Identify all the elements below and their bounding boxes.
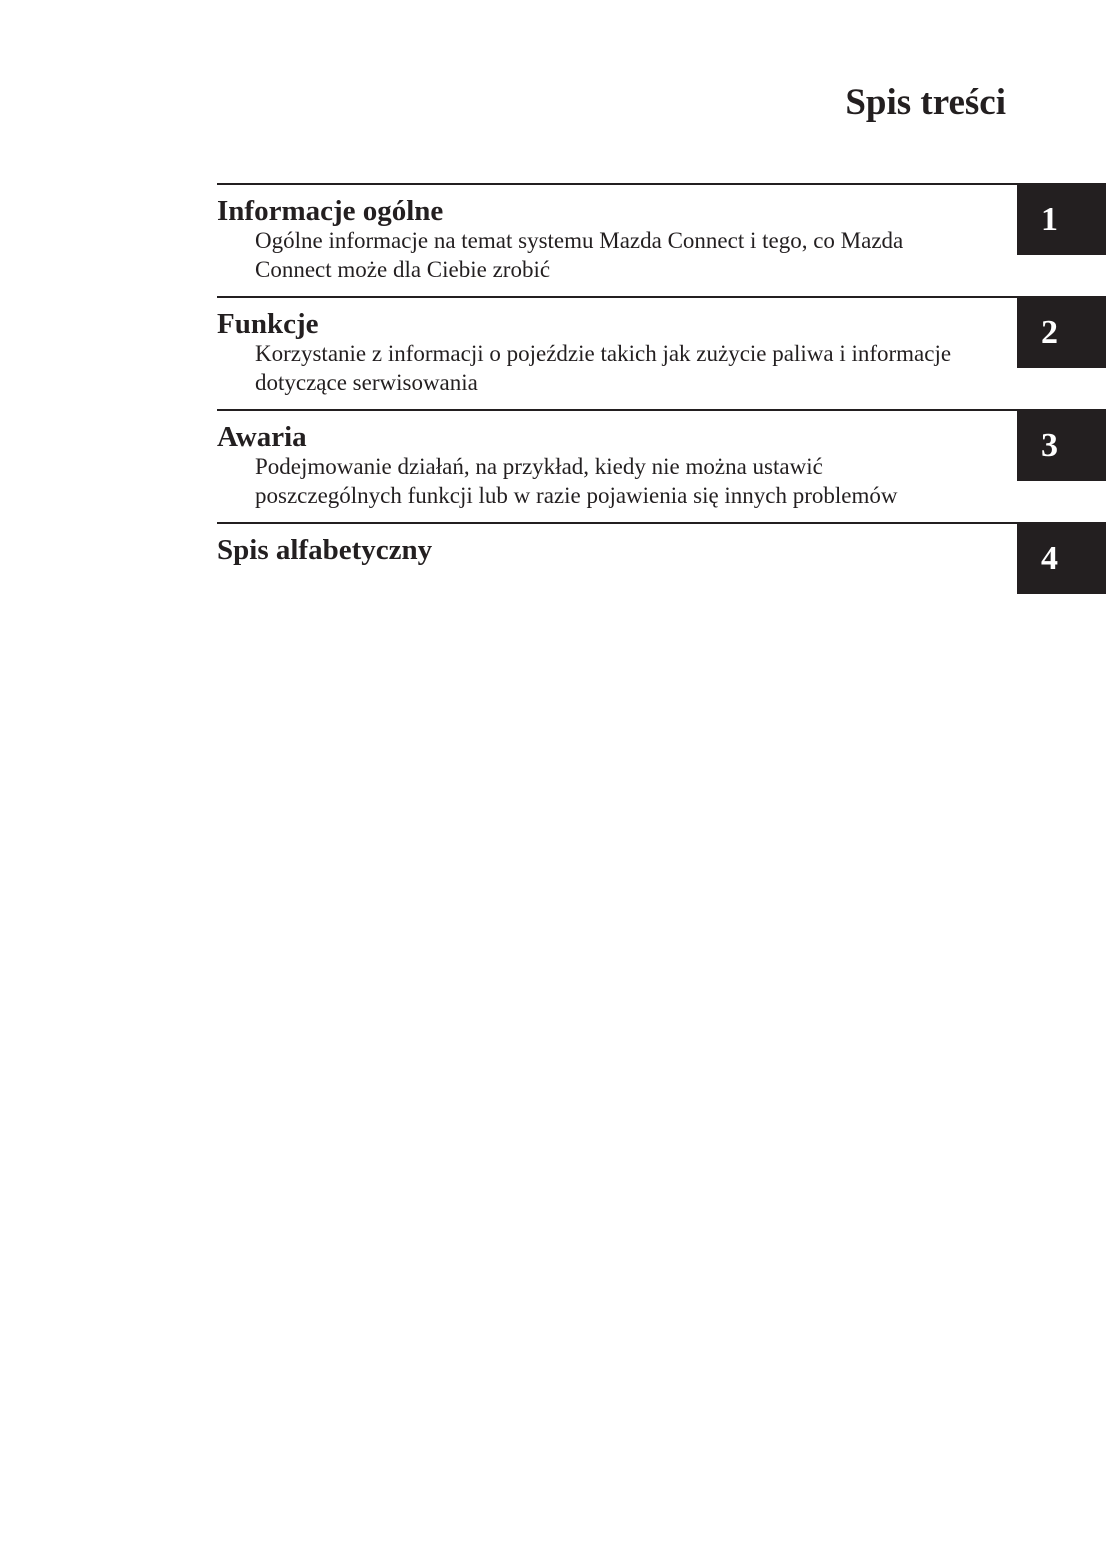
toc-entry-troubleshooting[interactable]	[217, 409, 1106, 522]
toc-entry-description-line: poszczególnych funkcji lub w razie pojawienia się innych problemów	[255, 483, 898, 508]
toc-entry-description	[217, 226, 997, 284]
toc-entry-title[interactable]: Awaria	[217, 421, 307, 453]
toc-entry-title[interactable]: Informacje ogólne	[217, 195, 444, 227]
toc-entry-description-line: Podejmowanie działań, na przykład, kiedy nie można ustawić	[255, 454, 823, 479]
toc-entry-text	[217, 420, 997, 510]
toc-entry-description-line: dotyczące serwisowania	[255, 370, 478, 395]
toc-entry-description-line: Connect może dla Ciebie zrobić	[255, 257, 551, 282]
toc-entry-functions[interactable]	[217, 296, 1106, 409]
toc-entry-text	[217, 307, 997, 397]
chapter-tab-2[interactable]: 2	[1017, 298, 1106, 368]
toc-entry-description-line: Korzystanie z informacji o pojeździe takich jak zużycie paliwa i informacje	[255, 341, 952, 366]
toc-entry-text	[217, 533, 997, 567]
toc-entry-description-line: Ogólne informacje na temat systemu Mazda Connect i tego, co Mazda	[255, 228, 904, 253]
chapter-tab-1[interactable]: 1	[1017, 185, 1106, 255]
chapter-tab-3[interactable]: 3	[1017, 411, 1106, 481]
toc-entry-text	[217, 194, 997, 284]
toc-entry-title[interactable]: Funkcje	[217, 308, 319, 340]
page-title: Spis treści	[845, 82, 1006, 123]
chapter-tab-4[interactable]: 4	[1017, 524, 1106, 594]
table-of-contents	[217, 183, 1106, 635]
toc-entry-description	[217, 339, 997, 397]
toc-entry-index[interactable]	[217, 522, 1106, 635]
toc-entry-title[interactable]: Spis alfabetyczny	[217, 534, 433, 566]
toc-entry-general-information[interactable]	[217, 183, 1106, 296]
toc-entry-description	[217, 452, 997, 510]
